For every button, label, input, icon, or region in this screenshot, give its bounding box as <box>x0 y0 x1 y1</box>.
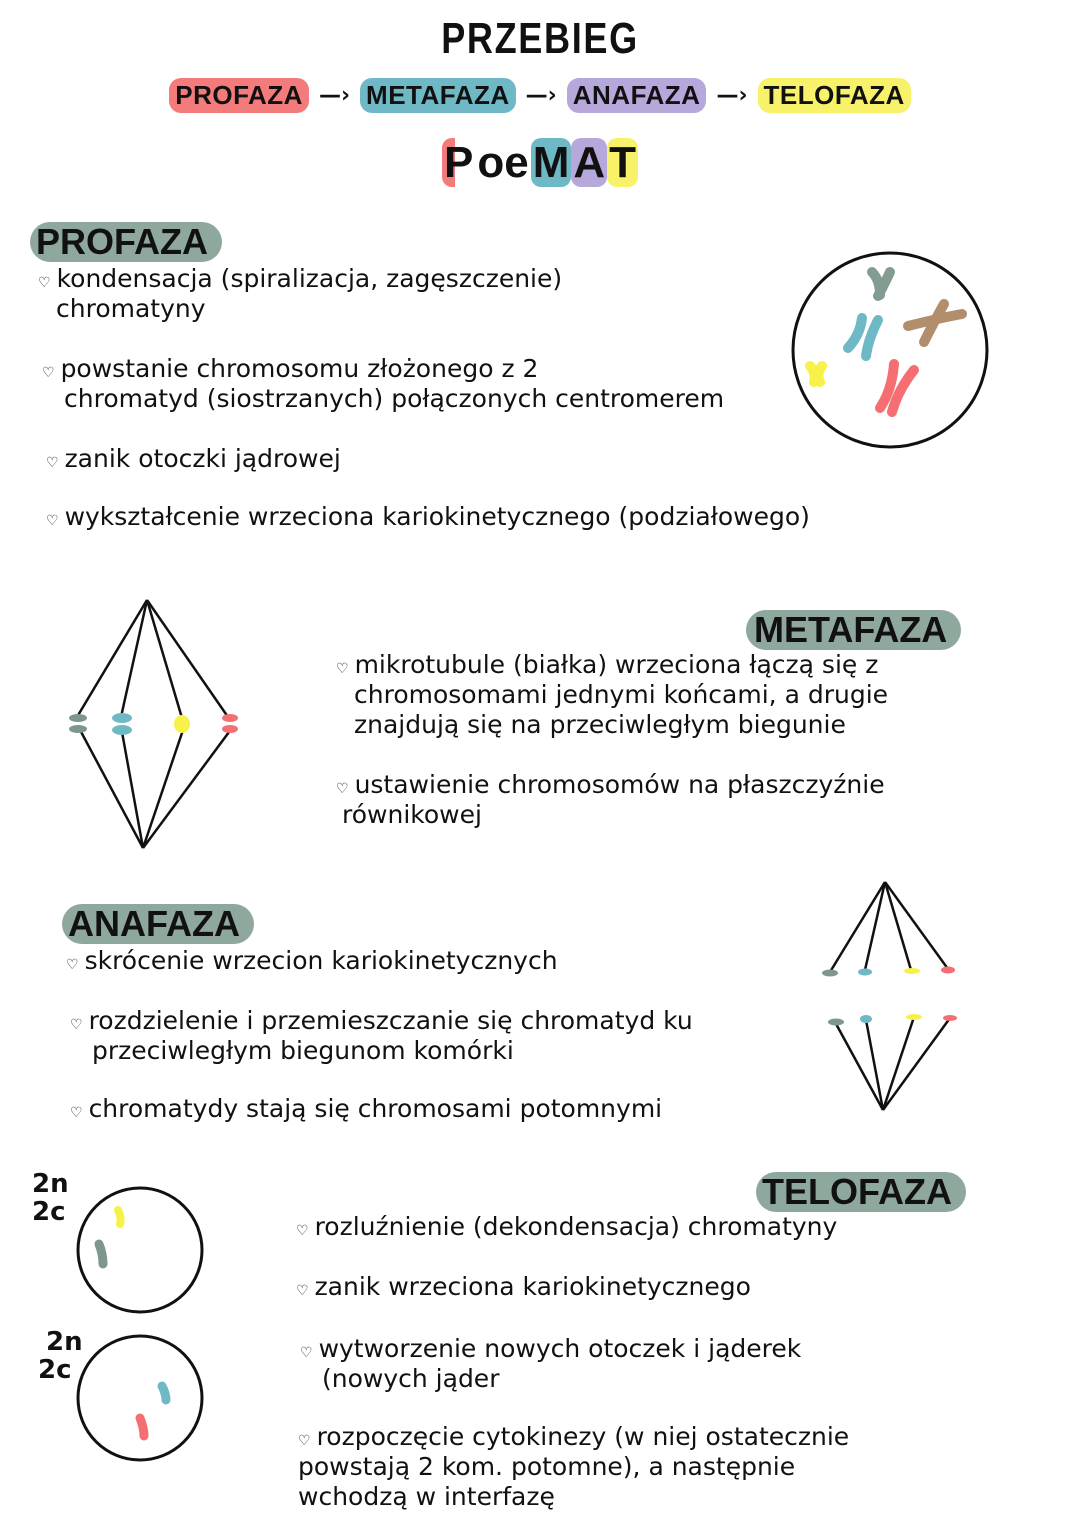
telofaza-bullet-1: ♡ rozluźnienie (dekondensacja) chromatyny <box>296 1212 838 1241</box>
metafaza-bullet-2: ♡ ustawienie chromosomów na płaszczyźnie równikowej <box>336 770 885 829</box>
daughter-cell-1 <box>70 1180 210 1320</box>
profaza-bullet-3: ♡ zanik otoczki jądrowej <box>46 444 341 473</box>
arrow-icon: —› <box>318 83 351 108</box>
telofaza-bullet-2: ♡ zanik wrzeciona kariokinetycznego <box>296 1272 751 1301</box>
phase-sequence <box>0 78 1080 113</box>
prophase-cell-diagram <box>780 240 1000 460</box>
mnemonic-t: T <box>609 138 637 187</box>
metaphase-spindle-diagram <box>50 590 260 860</box>
heart-icon: ♡ <box>70 1017 83 1033</box>
anafaza-bullet-3: ♡ chromatydy stają się chromosami potomnymi <box>70 1094 663 1123</box>
anaphase-spindle-diagram <box>800 870 980 1120</box>
mnemonic <box>0 138 1080 188</box>
heart-icon: ♡ <box>336 781 349 797</box>
metafaza-bullet-1: ♡ mikrotubule (białka) wrzeciona łączą się z chromosomami jednymi końcami, a drugie znajdują się na przeciwległym biegunie <box>336 650 889 739</box>
heart-icon: ♡ <box>298 1433 311 1449</box>
profaza-bullet-2: ♡ powstanie chromosomu złożonego z 2 chromatyd (siostrzanych) połączonych centromerem <box>42 354 725 413</box>
profaza-bullet-1: ♡ kondensacja (spiralizacja, zagęszczenie) chromatyny <box>38 264 563 323</box>
arrow-icon: —› <box>525 83 557 108</box>
heart-icon: ♡ <box>66 957 79 973</box>
heading-profaza: PROFAZA <box>30 222 222 262</box>
phase-anafaza: ANAFAZA <box>567 78 707 113</box>
telofaza-bullet-4: ♡ rozpoczęcie cytokinezy (w niej ostatecznie powstają 2 kom. potomne), a następnie wchodzą w interfazę <box>298 1422 850 1511</box>
mnemonic-m: M <box>532 138 570 187</box>
daughter-cell-2 <box>72 1332 212 1472</box>
mnemonic-a: A <box>573 138 606 187</box>
heart-icon: ♡ <box>336 661 349 677</box>
phase-metafaza: METAFAZA <box>360 78 516 113</box>
heading-anafaza: ANAFAZA <box>62 904 254 944</box>
heart-icon: ♡ <box>38 275 51 291</box>
anafaza-bullet-2: ♡ rozdzielenie i przemieszczanie się chromatyd ku przeciwległym biegunom komórki <box>70 1006 693 1065</box>
profaza-bullet-4: ♡ wykształcenie wrzeciona kariokinetycznego (podziałowego) <box>46 502 810 531</box>
heart-icon: ♡ <box>42 365 55 381</box>
phase-telofaza: TELOFAZA <box>758 78 911 113</box>
heading-telofaza: TELOFAZA <box>756 1172 966 1212</box>
cell-2-ploidy-label: 2n 2c <box>38 1327 83 1385</box>
mnemonic-p: P <box>443 138 474 187</box>
heart-icon: ♡ <box>46 455 59 471</box>
heading-metafaza: METAFAZA <box>746 610 961 650</box>
page-title: PRZEBIEG <box>441 14 639 63</box>
cell-1-ploidy-label: 2n 2c <box>32 1169 69 1227</box>
telofaza-bullet-3: ♡ wytworzenie nowych otoczek i jąderek (nowych jąder <box>300 1334 802 1393</box>
mnemonic-oe: oe <box>477 138 529 187</box>
heart-icon: ♡ <box>296 1223 309 1239</box>
heart-icon: ♡ <box>300 1345 313 1361</box>
heart-icon: ♡ <box>70 1105 83 1121</box>
heart-icon: ♡ <box>46 513 59 529</box>
heart-icon: ♡ <box>296 1283 309 1299</box>
anafaza-bullet-1: ♡ skrócenie wrzecion kariokinetycznych <box>66 946 558 975</box>
arrow-icon: —› <box>716 83 748 108</box>
phase-profaza: PROFAZA <box>169 78 309 113</box>
